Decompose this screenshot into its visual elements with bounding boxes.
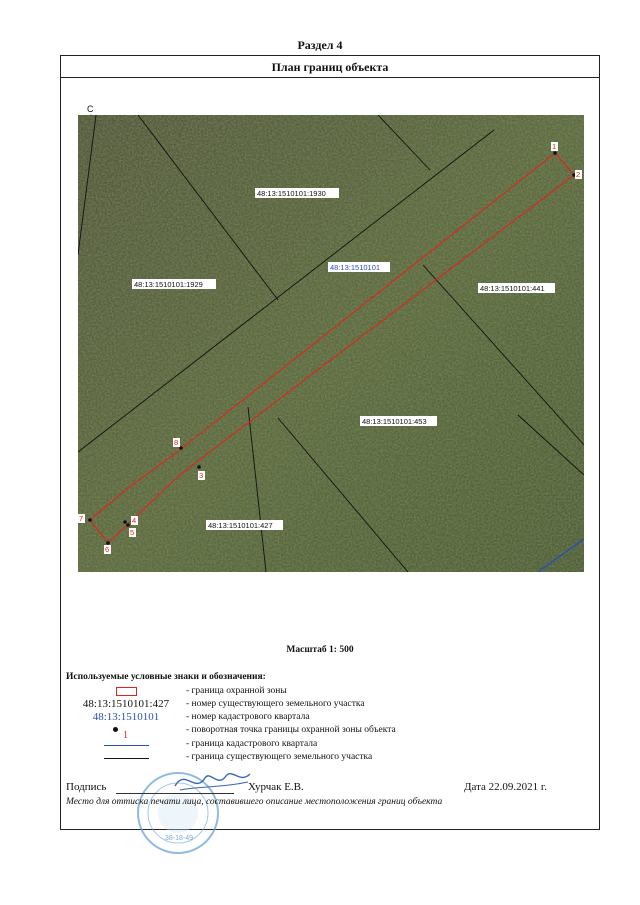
- black-line-icon: [104, 758, 149, 759]
- compass-north-label: С: [87, 104, 94, 114]
- point-label-7-text: 7: [79, 514, 84, 523]
- point-label-8: [173, 438, 180, 447]
- point-label-3-text: 3: [199, 471, 204, 480]
- parcel-label-1929: 48:13:1510101:1929: [134, 280, 203, 289]
- point-label-1: [551, 142, 558, 151]
- signer-name: Хурчак Е.В.: [248, 781, 304, 793]
- parcel-label-1930: 48:13:1510101:1930: [257, 189, 326, 198]
- legend-row-zone: [66, 685, 526, 698]
- parcel-label-453: 48:13:1510101:453: [362, 417, 427, 426]
- stamp-note: Место для оттиска печати лица, составившего описание местоположения границ объекта: [66, 797, 443, 807]
- legend-row-parcel-boundary: [66, 751, 526, 764]
- point-label-6: [104, 545, 111, 554]
- dot-icon: [113, 727, 118, 732]
- point-label-5-text: 5: [130, 528, 135, 537]
- point-label-7: [78, 514, 85, 523]
- signature-line: [116, 793, 234, 794]
- legend-sample-quarter: 48:13:1510101: [92, 711, 160, 723]
- frame-title: План границ объекта: [61, 56, 599, 78]
- legend-sample-point: 1: [123, 730, 128, 741]
- section-title: Раздел 4: [297, 38, 343, 52]
- signature-date: Дата 22.09.2021 г.: [464, 781, 547, 793]
- legend-row-quarter-boundary: [66, 738, 526, 751]
- point-label-1-text: 1: [552, 142, 557, 151]
- legend-row-parcel-number: [66, 698, 526, 711]
- signature-label: Подпись: [66, 781, 107, 793]
- point-label-3: [198, 471, 205, 480]
- point-label-6-text: 6: [105, 545, 110, 554]
- legend-title: Используемые условные знаки и обозначения:: [66, 672, 266, 682]
- legend-sample-parcel: 48:13:1510101:427: [82, 698, 170, 710]
- legend-desc-quarter-boundary: - граница кадастрового квартала: [186, 739, 318, 749]
- legend-desc-quarter: - номер кадастрового квартала: [186, 712, 310, 722]
- signature-scribble-icon: [170, 766, 255, 796]
- point-label-4: [131, 516, 138, 525]
- legend-desc-point: - поворотная точка границы охранной зоны объекта: [186, 725, 396, 735]
- point-label-5: [129, 528, 136, 537]
- point-label-2-text: 2: [576, 170, 581, 179]
- svg-text:38-18-49: 38-18-49: [165, 835, 194, 842]
- red-rectangle-icon: [116, 687, 137, 696]
- point-label-2: [575, 170, 582, 179]
- map-view[interactable]: [78, 115, 584, 572]
- blue-line-icon: [104, 745, 149, 746]
- legend-desc-parcel: - номер существующего земельного участка: [186, 699, 365, 709]
- parcel-label-427: 48:13:1510101:427: [208, 521, 273, 530]
- legend-row-quarter-number: [66, 711, 526, 724]
- point-label-8-text: 8: [174, 438, 179, 447]
- point-label-4-text: 4: [132, 516, 137, 525]
- legend-desc-parcel-boundary: - граница существующего земельного участка: [186, 752, 373, 762]
- parcel-label-441: 48:13:1510101:441: [480, 284, 545, 293]
- quarter-label: 48:13:1510101: [330, 263, 381, 272]
- legend-desc-zone: - граница охранной зоны: [186, 686, 287, 696]
- scale-label: Масштаб 1: 500: [286, 645, 354, 655]
